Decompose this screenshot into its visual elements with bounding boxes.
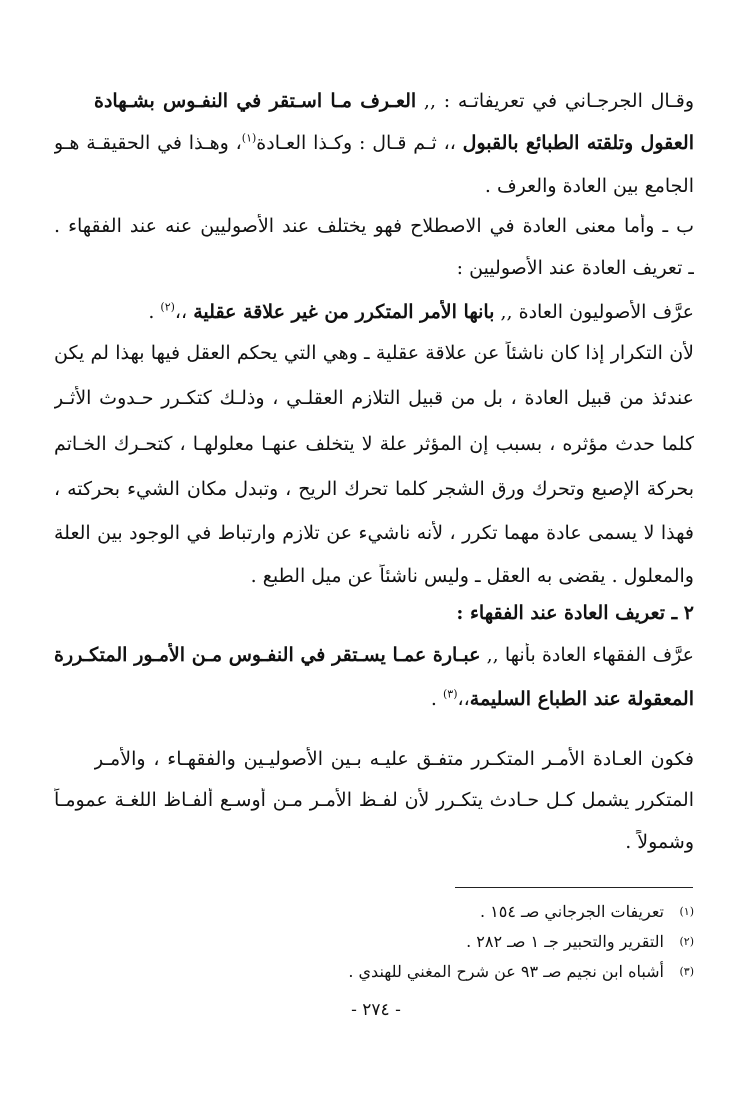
text-line-4: ب ـ وأما معنى العادة في الاصطلاح فهو يختلف عند الأصوليين عنه عند الفقهاء . — [54, 215, 694, 237]
text-line-8: عندئذ من قبيل العادة ، بل من قبيل التلازم العقلـي ، وذلـك كتكـرر حـدوث الأثـر — [54, 387, 694, 409]
text-line-17: المتكرر يشمل كـل حـادث يتكـرر لأن لفـظ الأمـر مـن أوسـع ألفـاظ اللغـة عمومـاً — [54, 789, 694, 811]
text-line-14: عرَّف الفقهاء العادة بأنها ,, عبـارة عمـا يسـتقر في النفـوس مـن الأمـور المتكـررة — [54, 644, 694, 666]
text-line-18: وشمولاً . — [625, 831, 694, 853]
text-line-2: العقول وتلقته الطبائع بالقبول ،، ثـم قـال : وكـذا العـادة$^{(١)}$، وهـذا في الحقيقـة هـو — [54, 131, 694, 154]
text-line-1: وقـال الجرجـاني في تعريفاتـه : ,, العـرف مـا اسـتقر في النفـوس بشـهادة — [94, 90, 694, 112]
text-line-15: المعقولة عند الطباع السليمة،،$^{(٣)}$ . — [430, 687, 694, 710]
text-line-9: كلما حدث مؤثره ، بسبب إن المؤثر علة لا يتخلف عنهـا معلولهـا ، كتحـرك الخـاتم — [54, 433, 694, 455]
footnote-3: (٣)أشباه ابن نجيم صـ ٩٣ عن شرح المغني للهندي . — [348, 962, 694, 981]
footnote-divider — [455, 887, 693, 888]
text-line-6: عرَّف الأصوليون العادة ,, بانها الأمر المتكرر من غير علاقة عقلية ،،$^{(٢)}$ . — [148, 300, 694, 323]
text-line-12: والمعلول . يقضى به العقل ـ وليس ناشئاً عن ميل الطبع . — [250, 565, 694, 587]
footnote-2: (٢)التقرير والتحبير جـ ١ صـ ٢٨٢ . — [466, 932, 694, 951]
text-line-11: فهذا لا يسمى عادة مهما تكرر ، لأنه ناشيء عن تلازم وارتباط في الوجود بين العلة — [54, 522, 694, 544]
section-heading: ٢ ـ تعريف العادة عند الفقهاء : — [456, 602, 694, 624]
text-line-5: ـ تعريف العادة عند الأصوليين : — [456, 257, 694, 279]
text-line-3: الجامع بين العادة والعرف . — [484, 175, 694, 197]
text-line-10: بحركة الإصبع وتحرك ورق الشجر كلما تحرك الريح ، وتبدل مكان الشيء بحركته ، — [54, 478, 694, 500]
text-line-16: فكون العـادة الأمـر المتكـرر متفـق عليـه بـين الأصوليـين والفقهـاء ، والأمـر — [94, 748, 694, 770]
footnote-1: (١)تعريفات الجرجاني صـ ١٥٤ . — [480, 902, 694, 921]
text-line-7: لأن التكرار إذا كان ناشئاً عن علاقة عقلية ـ وهي التي يحكم العقل فيها بهذا لم يكن — [54, 342, 694, 364]
page-number: - ٢٧٤ - — [351, 1000, 401, 1020]
